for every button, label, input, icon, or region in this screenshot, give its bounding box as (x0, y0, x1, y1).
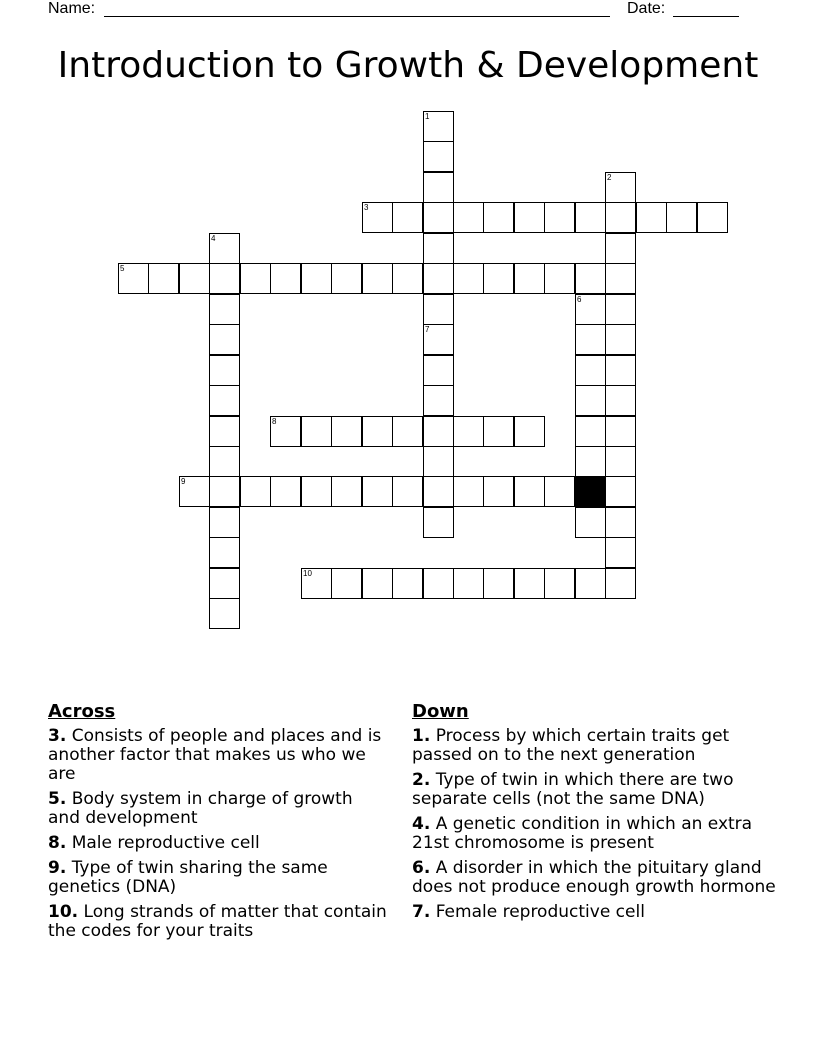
grid-cell[interactable] (301, 263, 332, 294)
clue-down-4 (412, 815, 777, 853)
grid-cell[interactable] (423, 324, 454, 355)
grid-cell[interactable] (605, 537, 636, 568)
grid-cell[interactable] (209, 294, 240, 325)
grid-cell[interactable] (514, 476, 545, 507)
grid-cell[interactable] (423, 385, 454, 416)
clue-number: 9. (48, 858, 67, 878)
grid-cell[interactable] (575, 202, 606, 233)
grid-cell[interactable] (179, 263, 210, 294)
grid-cell[interactable] (483, 202, 514, 233)
down-clues (412, 702, 777, 928)
grid-cell[interactable] (575, 568, 606, 599)
grid-cell[interactable] (392, 476, 423, 507)
grid-cell[interactable] (209, 537, 240, 568)
grid-cell[interactable] (209, 385, 240, 416)
grid-cell[interactable] (209, 263, 240, 294)
grid-cell[interactable] (423, 568, 454, 599)
date-label: Date: (627, 0, 666, 17)
clue-number: 5. (48, 789, 67, 809)
grid-cell[interactable] (423, 202, 454, 233)
clue-number-label: 9 (181, 477, 186, 486)
black-cell (575, 476, 606, 507)
grid-cell[interactable] (483, 416, 514, 447)
grid-cell[interactable] (423, 416, 454, 447)
grid-cell[interactable] (423, 111, 454, 142)
grid-cell[interactable] (423, 476, 454, 507)
grid-cell[interactable] (666, 202, 697, 233)
grid-cell[interactable] (514, 568, 545, 599)
grid-cell[interactable] (605, 324, 636, 355)
grid-cell[interactable] (301, 476, 332, 507)
grid-cell[interactable] (453, 416, 484, 447)
grid-cell[interactable] (605, 416, 636, 447)
grid-cell[interactable] (605, 476, 636, 507)
grid-cell[interactable] (118, 263, 149, 294)
clue-across-9 (48, 859, 388, 897)
grid-cell[interactable] (514, 202, 545, 233)
grid-cell[interactable] (575, 507, 606, 538)
grid-cell[interactable] (209, 324, 240, 355)
grid-cell[interactable] (423, 355, 454, 386)
clue-down-2 (412, 771, 777, 809)
grid-cell[interactable] (209, 598, 240, 629)
clue-down-1 (412, 727, 777, 765)
clue-text: Type of twin in which there are two separate cells (not the same DNA) (412, 770, 734, 809)
clue-across-5 (48, 790, 388, 828)
grid-cell[interactable] (423, 507, 454, 538)
clue-number-label: 1 (425, 112, 430, 121)
clue-number-label: 8 (272, 417, 277, 426)
clue-text: Body system in charge of growth and development (48, 789, 353, 828)
grid-cell[interactable] (575, 416, 606, 447)
grid-cell[interactable] (209, 416, 240, 447)
grid-cell[interactable] (605, 294, 636, 325)
grid-cell[interactable] (392, 202, 423, 233)
grid-cell[interactable] (331, 416, 362, 447)
grid-cell[interactable] (605, 385, 636, 416)
grid-cell[interactable] (209, 355, 240, 386)
grid-cell[interactable] (179, 476, 210, 507)
clue-across-3 (48, 727, 388, 784)
clue-down-7 (412, 903, 777, 922)
grid-cell[interactable] (331, 568, 362, 599)
clue-number-label: 5 (120, 264, 125, 273)
grid-cell[interactable] (575, 355, 606, 386)
grid-cell[interactable] (605, 507, 636, 538)
page-title: Introduction to Growth & Development (57, 45, 759, 86)
grid-cell[interactable] (209, 446, 240, 477)
grid-cell[interactable] (209, 568, 240, 599)
grid-cell[interactable] (636, 202, 667, 233)
grid-cell[interactable] (605, 263, 636, 294)
grid-cell[interactable] (483, 263, 514, 294)
across-clues (48, 702, 388, 947)
grid-cell[interactable] (362, 568, 393, 599)
grid-cell[interactable] (148, 263, 179, 294)
grid-cell[interactable] (240, 476, 271, 507)
clue-number-label: 10 (303, 569, 312, 578)
clue-across-8 (48, 834, 388, 853)
grid-cell[interactable] (301, 568, 332, 599)
grid-cell[interactable] (483, 476, 514, 507)
grid-cell[interactable] (423, 233, 454, 264)
grid-cell[interactable] (392, 568, 423, 599)
clue-number: 10. (48, 902, 79, 922)
grid-cell[interactable] (423, 141, 454, 172)
clue-number: 1. (412, 726, 431, 746)
grid-cell[interactable] (453, 263, 484, 294)
grid-cell[interactable] (331, 263, 362, 294)
grid-cell[interactable] (423, 172, 454, 203)
grid-cell[interactable] (453, 476, 484, 507)
grid-cell[interactable] (575, 324, 606, 355)
grid-cell[interactable] (362, 416, 393, 447)
grid-cell[interactable] (575, 263, 606, 294)
grid-cell[interactable] (514, 416, 545, 447)
clue-text: Type of twin sharing the same genetics (DNA) (48, 858, 328, 897)
grid-cell[interactable] (605, 202, 636, 233)
grid-cell[interactable] (270, 263, 301, 294)
grid-cell[interactable] (362, 202, 393, 233)
grid-cell[interactable] (544, 476, 575, 507)
grid-cell[interactable] (392, 416, 423, 447)
clue-text: Process by which certain traits get passed on to the next generation (412, 726, 730, 765)
grid-cell[interactable] (362, 476, 393, 507)
grid-cell[interactable] (453, 202, 484, 233)
grid-cell[interactable] (605, 172, 636, 203)
grid-cell[interactable] (575, 294, 606, 325)
grid-cell[interactable] (605, 446, 636, 477)
grid-cell[interactable] (423, 446, 454, 477)
grid-cell[interactable] (575, 446, 606, 477)
grid-cell[interactable] (605, 355, 636, 386)
clue-text: Long strands of matter that contain the codes for your traits (48, 902, 387, 941)
grid-cell[interactable] (240, 263, 271, 294)
grid-cell[interactable] (544, 202, 575, 233)
grid-cell[interactable] (544, 263, 575, 294)
across-heading: Across (48, 701, 116, 722)
grid-cell[interactable] (605, 233, 636, 264)
clue-number: 3. (48, 726, 67, 746)
grid-cell[interactable] (209, 507, 240, 538)
grid-cell[interactable] (697, 202, 728, 233)
name-label: Name: (48, 0, 96, 17)
clue-number: 7. (412, 902, 431, 922)
grid-cell[interactable] (575, 385, 606, 416)
clue-text: A genetic condition in which an extra 21st chromosome is present (412, 814, 753, 853)
clue-across-10 (48, 903, 388, 941)
clue-number: 4. (412, 814, 431, 834)
clue-text: A disorder in which the pituitary gland does not produce enough growth hormone (412, 858, 776, 897)
clue-number-label: 3 (364, 203, 369, 212)
clue-text: Female reproductive cell (430, 902, 645, 922)
clue-number: 8. (48, 833, 67, 853)
clue-text: Male reproductive cell (66, 833, 260, 853)
grid-cell[interactable] (270, 416, 301, 447)
grid-cell[interactable] (423, 294, 454, 325)
clue-number-label: 6 (577, 295, 582, 304)
clue-number: 2. (412, 770, 431, 790)
grid-cell[interactable] (514, 263, 545, 294)
grid-cell[interactable] (392, 263, 423, 294)
down-heading: Down (412, 701, 469, 722)
clue-number-label: 2 (607, 173, 612, 182)
grid-cell[interactable] (483, 568, 514, 599)
grid-cell[interactable] (209, 233, 240, 264)
clue-text: Consists of people and places and is another factor that makes us who we are (48, 726, 382, 784)
grid-cell[interactable] (362, 263, 393, 294)
clue-number-label: 4 (211, 234, 216, 243)
grid-cell[interactable] (453, 568, 484, 599)
grid-cell[interactable] (423, 263, 454, 294)
clue-number: 6. (412, 858, 431, 878)
clue-number-label: 7 (425, 325, 430, 334)
grid-cell[interactable] (301, 416, 332, 447)
clue-down-6 (412, 859, 777, 897)
grid-cell[interactable] (544, 568, 575, 599)
grid-cell[interactable] (209, 476, 240, 507)
grid-cell[interactable] (270, 476, 301, 507)
grid-cell[interactable] (605, 568, 636, 599)
grid-cell[interactable] (331, 476, 362, 507)
